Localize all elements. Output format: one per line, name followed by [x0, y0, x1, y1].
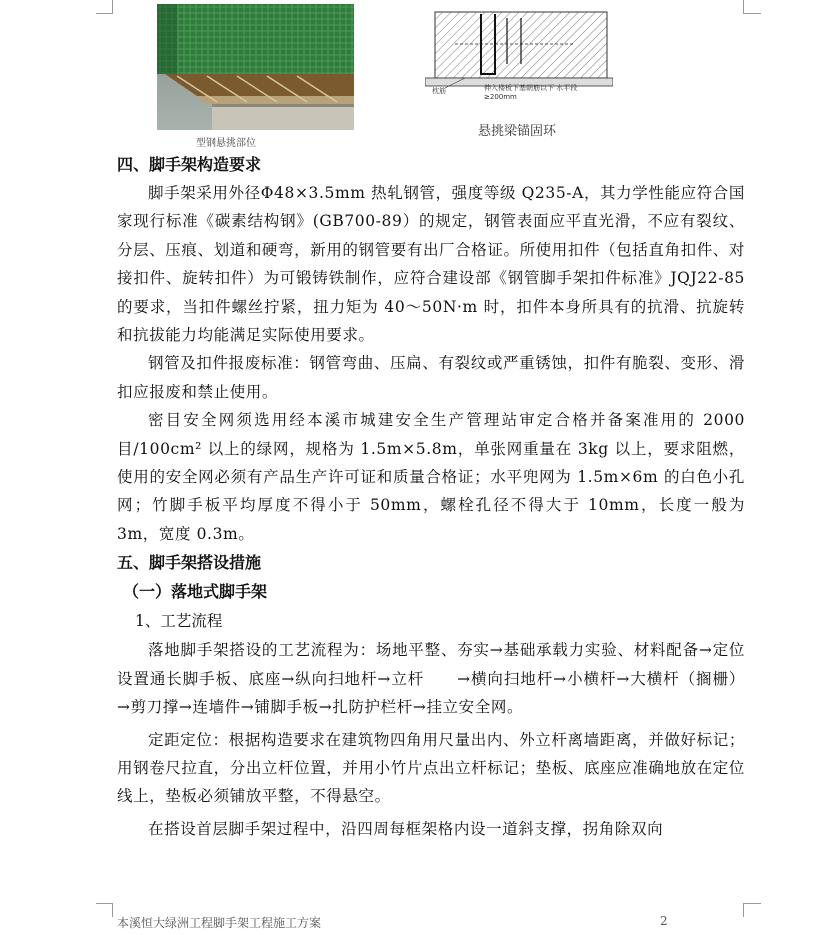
- item-1-heading: 1、工艺流程: [135, 612, 223, 631]
- document-body: [117, 150, 745, 843]
- section-4-paragraph-3: 密目安全网须选用经本溪市城建安全生产管理站审定合格并备案准用的 2000 目/100cm² 以上的绿网，规格为 1.5m×5.8m，单张网重量在 3kg 以上，要求阻燃，使用的安全网必须有产品生产许可证和质量合格证；水平兜网为 1.5m×6m 的白色小孔网；竹脚手板平均厚度不得小于 50mm，螺栓孔径不得大于 10mm，长度一般为 3m，宽度 0.3m。: [117, 411, 745, 543]
- scaffold-photo: [157, 4, 354, 130]
- section-5-paragraph-1: 落地脚手架搭设的工艺流程为：场地平整、夯实→基础承载力实验、材料配备→定位设置通长脚手板、底座→纵向扫地杆→立杆 →横向扫地杆→小横杆→大横杆（搁栅）→剪刀撑→连墙件→铺脚手板→扎防护栏杆→挂立安全网。: [117, 641, 745, 717]
- page-number: 2: [660, 914, 668, 928]
- corner-mark-top-right: [743, 0, 744, 14]
- section-4-heading: 四、脚手架构造要求: [117, 155, 262, 174]
- section-5-paragraph-3: 在搭设首层脚手架过程中，沿四周每框架格内设一道斜支撑，拐角除双向: [148, 819, 664, 838]
- corner-mark-top-left: [112, 0, 113, 14]
- scaffold-photo-image: [157, 4, 354, 130]
- section-4-paragraph-1: 脚手架采用外径Φ48×3.5mm 热轧钢管，强度等级 Q235-A，其力学性能应符合国家现行标准《碳素结构钢》(GB700-89）的规定，钢管表面应平直光滑，不应有裂纹、分层、压痕、划道和硬弯，新用的钢管要有出厂合格证。所使用扣件（包括直角扣件、对接扣件、旋转扣件）为可锻铸铁制作，应符合建设部《钢管脚手架扣件标准》JQJ22-85 的要求，当扣件螺丝拧紧，扭力矩为 40～50N·m 时，扣件本身所具有的抗滑、抗旋转和抗拔能力均能满足实际使用要求。: [117, 184, 745, 345]
- footer-doc-title: 本溪恒大绿洲工程脚手架工程施工方案: [117, 916, 322, 930]
- diagram-note-left: 枕筋: [432, 87, 446, 95]
- photo-caption: 型钢悬挑部位: [196, 138, 256, 149]
- section-5-heading: 五、脚手架搭设措施: [117, 553, 262, 573]
- section-4-paragraph-2: 钢管及扣件报废标准：钢管弯曲、压扁、有裂纹或严重锈蚀，扣件有脆裂、变形、滑扣应报废和禁止使用。: [117, 354, 745, 401]
- corner-mark-bottom-left: [112, 903, 113, 917]
- section-5-subheading: （一）落地式脚手架: [123, 582, 268, 602]
- diagram-caption: 悬挑梁锚固环: [478, 124, 557, 139]
- diagram-note-right: 伸入楼板下基朝筋以下 水平段≥200mm: [484, 84, 578, 101]
- corner-mark-top-right-h: [743, 13, 761, 14]
- corner-mark-top-left-h: [96, 13, 112, 14]
- section-5-paragraph-2: 定距定位：根据构造要求在建筑物四角用尺量出内、外立杆离墙距离，并做好标记；用钢卷尺拉直，分出立杆位置，并用小竹片点出立杆标记；垫板、底座应准确地放在定位线上，垫板必须铺放平整，不得悬空。: [117, 730, 745, 806]
- corner-mark-bottom-left-h: [96, 903, 112, 904]
- corner-mark-bottom-right-h: [743, 903, 761, 904]
- corner-mark-bottom-right: [743, 903, 744, 917]
